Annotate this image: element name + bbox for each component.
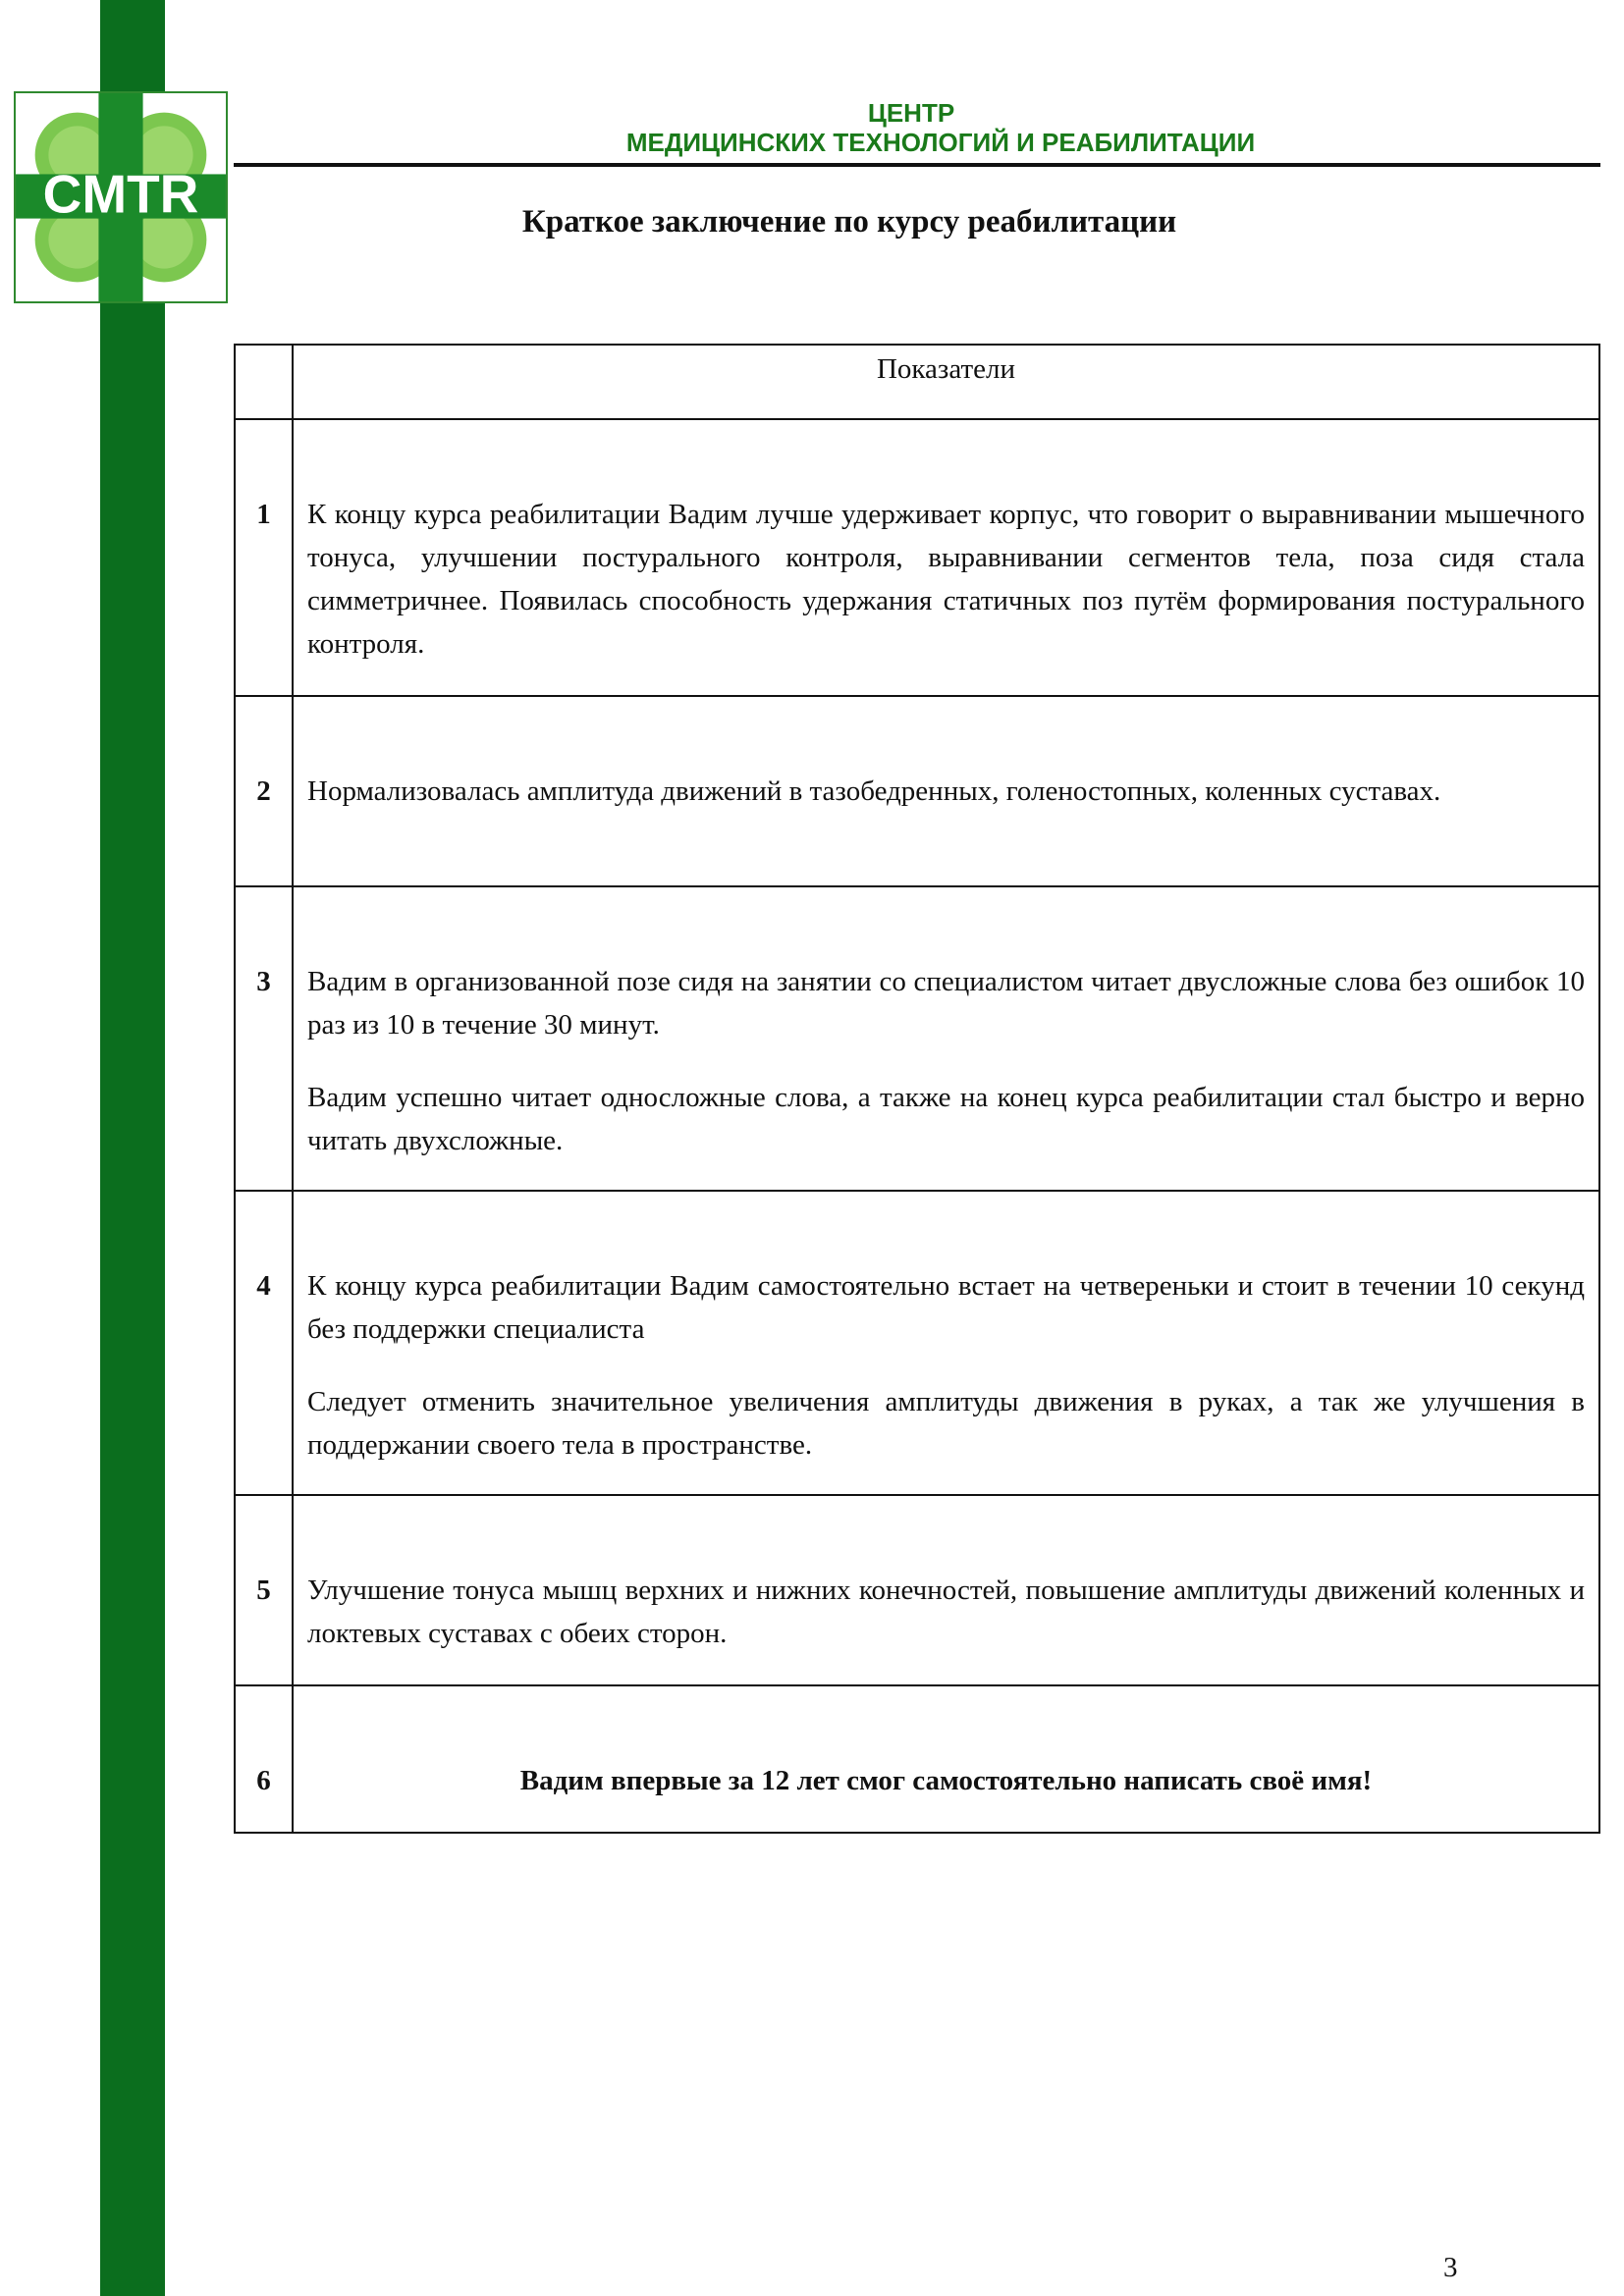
row-text [293, 1685, 1599, 1833]
row-text [293, 696, 1599, 886]
row-text [293, 1191, 1599, 1495]
row-paragraph: К концу курса реабилитации Вадим самостоятельно встает на четвереньки и стоит в течении 10 секунд без поддержки специалиста [307, 1270, 1585, 1345]
logo-text: CMTR [42, 163, 199, 225]
clover-cross-icon [16, 93, 226, 301]
org-name-line1: ЦЕНТР [867, 98, 955, 128]
header-divider [234, 163, 1600, 167]
row-number: 6 [235, 1685, 293, 1833]
header-indicators-cell: Показатели [293, 345, 1599, 419]
row-paragraph: Нормализовалась амплитуда движений в тазобедренных, голеностопных, коленных суставах. [307, 775, 1441, 807]
table-row [235, 1685, 1599, 1833]
row-number: 5 [235, 1495, 293, 1685]
table-row [235, 1495, 1599, 1685]
row-paragraph: К концу курса реабилитации Вадим лучше удерживает корпус, что говорит о выравнивании мышечного тонуса, улучшении постурального контроля, выравнивании сегментов тела, поза сидя стала симметричнее. Появилась способность удержания статичных поз путём формирования постурального контроля. [307, 499, 1585, 660]
row-number: 4 [235, 1191, 293, 1495]
table-header-row [235, 345, 1599, 419]
row-text [293, 1495, 1599, 1685]
organization-header [234, 98, 1589, 157]
page-number: 3 [1443, 2252, 1458, 2283]
table-row [235, 1191, 1599, 1495]
row-text [293, 419, 1599, 696]
row-number: 3 [235, 886, 293, 1191]
row-paragraph: Вадим в организованной позе сидя на занятии со специалистом читает двусложные слова без ошибок 10 раз из 10 в течение 30 минут. [307, 966, 1585, 1041]
org-name-line2: МЕДИЦИНСКИХ ТЕХНОЛОГИЙ И РЕАБИЛИТАЦИИ [625, 128, 1256, 157]
row-number: 2 [235, 696, 293, 886]
row-paragraph-bold: Вадим впервые за 12 лет смог самостоятельно написать своё имя! [519, 1765, 1373, 1796]
row-paragraph: Следует отменить значительное увеличения амплитуды движения в руках, а так же улучшения в поддержании своего тела в пространстве. [307, 1386, 1585, 1461]
row-paragraph: Вадим успешно читает односложные слова, а также на конец курса реабилитации стал быстро и верно читать двухсложные. [307, 1082, 1585, 1156]
row-paragraph: Улучшение тонуса мышц верхних и нижних конечностей, повышение амплитуды движений коленных и локтевых суставах с обеих сторон. [307, 1575, 1585, 1649]
table-row [235, 419, 1599, 696]
table-row [235, 886, 1599, 1191]
row-number: 1 [235, 419, 293, 696]
document-title: Краткое заключение по курсу реабилитации [521, 204, 1177, 240]
cmtr-logo [14, 91, 228, 303]
row-text [293, 886, 1599, 1191]
indicators-table [234, 344, 1600, 1834]
header-number-cell [235, 345, 293, 419]
table-row [235, 696, 1599, 886]
side-accent-bar [100, 0, 165, 2296]
